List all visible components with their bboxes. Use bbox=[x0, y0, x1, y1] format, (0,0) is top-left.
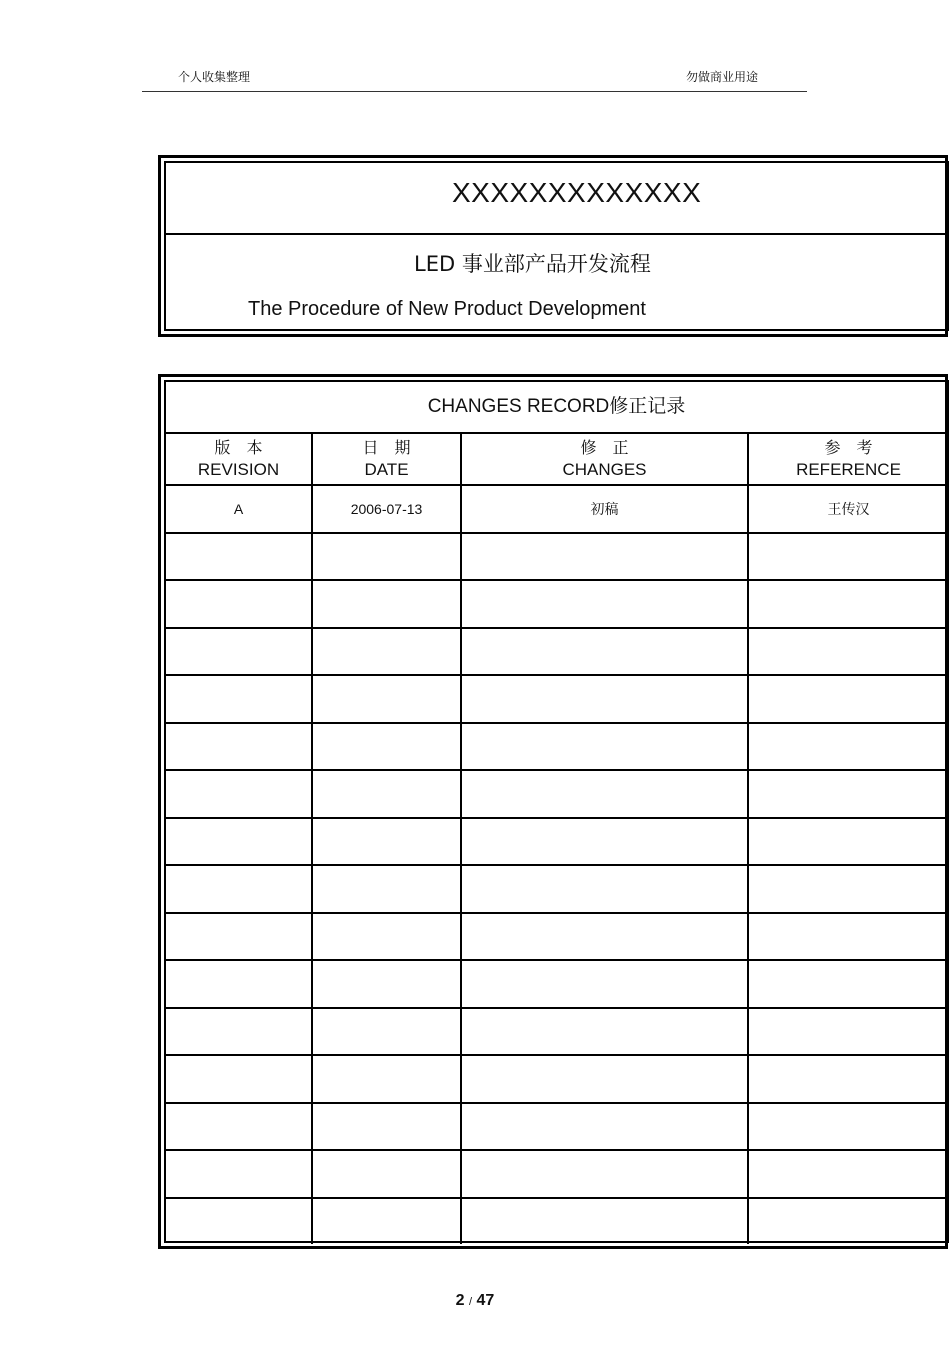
cell-reference bbox=[748, 533, 948, 581]
cell-changes bbox=[461, 960, 748, 1008]
table-header-row bbox=[166, 434, 948, 485]
cell-changes bbox=[461, 1055, 748, 1103]
cell-revision bbox=[166, 913, 312, 961]
cell-revision bbox=[166, 1055, 312, 1103]
changes-record-table bbox=[166, 434, 948, 1244]
cell-changes bbox=[461, 913, 748, 961]
cell-date bbox=[312, 913, 461, 961]
changes-record-body bbox=[166, 434, 948, 1244]
column-header-cn: 修正 bbox=[580, 438, 645, 457]
cell-date bbox=[312, 1150, 461, 1198]
title-main-row bbox=[166, 163, 947, 235]
table-row bbox=[166, 723, 948, 771]
column-header-en: CHANGES bbox=[562, 460, 647, 479]
cell-changes bbox=[461, 770, 748, 818]
cell-revision bbox=[166, 960, 312, 1008]
cell-date bbox=[312, 723, 461, 771]
cell-reference bbox=[748, 770, 948, 818]
column-header-cn: 参考 bbox=[824, 438, 889, 457]
changes-record-title: CHANGES RECORD修正记录 bbox=[166, 382, 947, 434]
cell-revision bbox=[166, 1103, 312, 1151]
cell-reference bbox=[748, 1055, 948, 1103]
page-header-right: 勿做商业用途 bbox=[686, 70, 759, 84]
page-header-left: 个人收集整理 bbox=[178, 70, 251, 84]
title-block-inner bbox=[164, 161, 949, 331]
cell-revision bbox=[166, 1150, 312, 1198]
cell-date bbox=[312, 675, 461, 723]
cell-date bbox=[312, 960, 461, 1008]
cell-revision bbox=[166, 1198, 312, 1245]
cell-reference bbox=[748, 628, 948, 676]
cell-reference: 王传汉 bbox=[748, 485, 948, 533]
cell-date bbox=[312, 580, 461, 628]
cell-reference bbox=[748, 675, 948, 723]
column-header-en: REVISION bbox=[197, 460, 280, 479]
cell-date bbox=[312, 1055, 461, 1103]
table-row bbox=[166, 865, 948, 913]
cell-revision bbox=[166, 818, 312, 866]
cell-revision bbox=[166, 723, 312, 771]
cell-reference bbox=[748, 1008, 948, 1056]
column-header-date bbox=[312, 434, 461, 485]
cell-date bbox=[312, 865, 461, 913]
column-header-cn: 日期 bbox=[362, 438, 427, 457]
column-header-revision bbox=[166, 434, 312, 485]
table-row bbox=[166, 818, 948, 866]
cell-revision bbox=[166, 1008, 312, 1056]
table-row bbox=[166, 580, 948, 628]
cell-date bbox=[312, 1198, 461, 1245]
column-header-changes bbox=[461, 434, 748, 485]
cell-changes bbox=[461, 533, 748, 581]
cell-changes bbox=[461, 865, 748, 913]
cell-revision bbox=[166, 533, 312, 581]
cell-reference bbox=[748, 1103, 948, 1151]
cell-changes bbox=[461, 1008, 748, 1056]
cell-changes bbox=[461, 1198, 748, 1245]
document-subtitle-cn: LED 事业部产品开发流程 bbox=[414, 252, 651, 276]
table-row bbox=[166, 913, 948, 961]
table-row bbox=[166, 960, 948, 1008]
cell-date bbox=[312, 818, 461, 866]
cell-reference bbox=[748, 865, 948, 913]
table-row bbox=[166, 1103, 948, 1151]
cell-revision bbox=[166, 770, 312, 818]
cell-revision bbox=[166, 675, 312, 723]
document-title: XXXXXXXXXXXXX bbox=[452, 177, 702, 208]
cell-reference bbox=[748, 723, 948, 771]
column-header-cn: 版本 bbox=[214, 438, 279, 457]
document-subtitle-en: The Procedure of New Product Development bbox=[248, 298, 646, 320]
cell-date bbox=[312, 1103, 461, 1151]
column-header-en: DATE bbox=[364, 460, 409, 479]
cell-changes bbox=[461, 723, 748, 771]
cell-revision: A bbox=[166, 485, 312, 533]
changes-record-block bbox=[158, 374, 948, 1249]
cell-changes bbox=[461, 818, 748, 866]
cell-reference bbox=[748, 913, 948, 961]
table-row bbox=[166, 628, 948, 676]
cell-reference bbox=[748, 960, 948, 1008]
cell-changes bbox=[461, 1103, 748, 1151]
table-row bbox=[166, 1198, 948, 1245]
table-row bbox=[166, 1150, 948, 1198]
cell-changes bbox=[461, 580, 748, 628]
cell-changes: 初稿 bbox=[461, 485, 748, 533]
cell-reference bbox=[748, 1150, 948, 1198]
page-total: 47 bbox=[476, 1292, 495, 1309]
cell-date: 2006-07-13 bbox=[312, 485, 461, 533]
cell-changes bbox=[461, 675, 748, 723]
cell-date bbox=[312, 770, 461, 818]
page-separator: / bbox=[469, 1296, 473, 1308]
cell-reference bbox=[748, 1198, 948, 1245]
changes-record-inner bbox=[164, 380, 949, 1243]
cell-date bbox=[312, 533, 461, 581]
cell-revision bbox=[166, 865, 312, 913]
header-rule bbox=[142, 91, 807, 92]
cell-reference bbox=[748, 580, 948, 628]
table-row bbox=[166, 770, 948, 818]
title-block bbox=[158, 155, 948, 337]
table-row bbox=[166, 1055, 948, 1103]
column-header-reference bbox=[748, 434, 948, 485]
table-row bbox=[166, 485, 948, 533]
column-header-en: REFERENCE bbox=[796, 460, 901, 479]
cell-reference bbox=[748, 818, 948, 866]
cell-revision bbox=[166, 580, 312, 628]
table-row bbox=[166, 533, 948, 581]
table-row bbox=[166, 675, 948, 723]
cell-revision bbox=[166, 628, 312, 676]
cell-changes bbox=[461, 1150, 748, 1198]
page-current: 2 bbox=[455, 1292, 465, 1309]
cell-date bbox=[312, 628, 461, 676]
table-row bbox=[166, 1008, 948, 1056]
cell-changes bbox=[461, 628, 748, 676]
page-number bbox=[0, 1292, 950, 1310]
cell-date bbox=[312, 1008, 461, 1056]
